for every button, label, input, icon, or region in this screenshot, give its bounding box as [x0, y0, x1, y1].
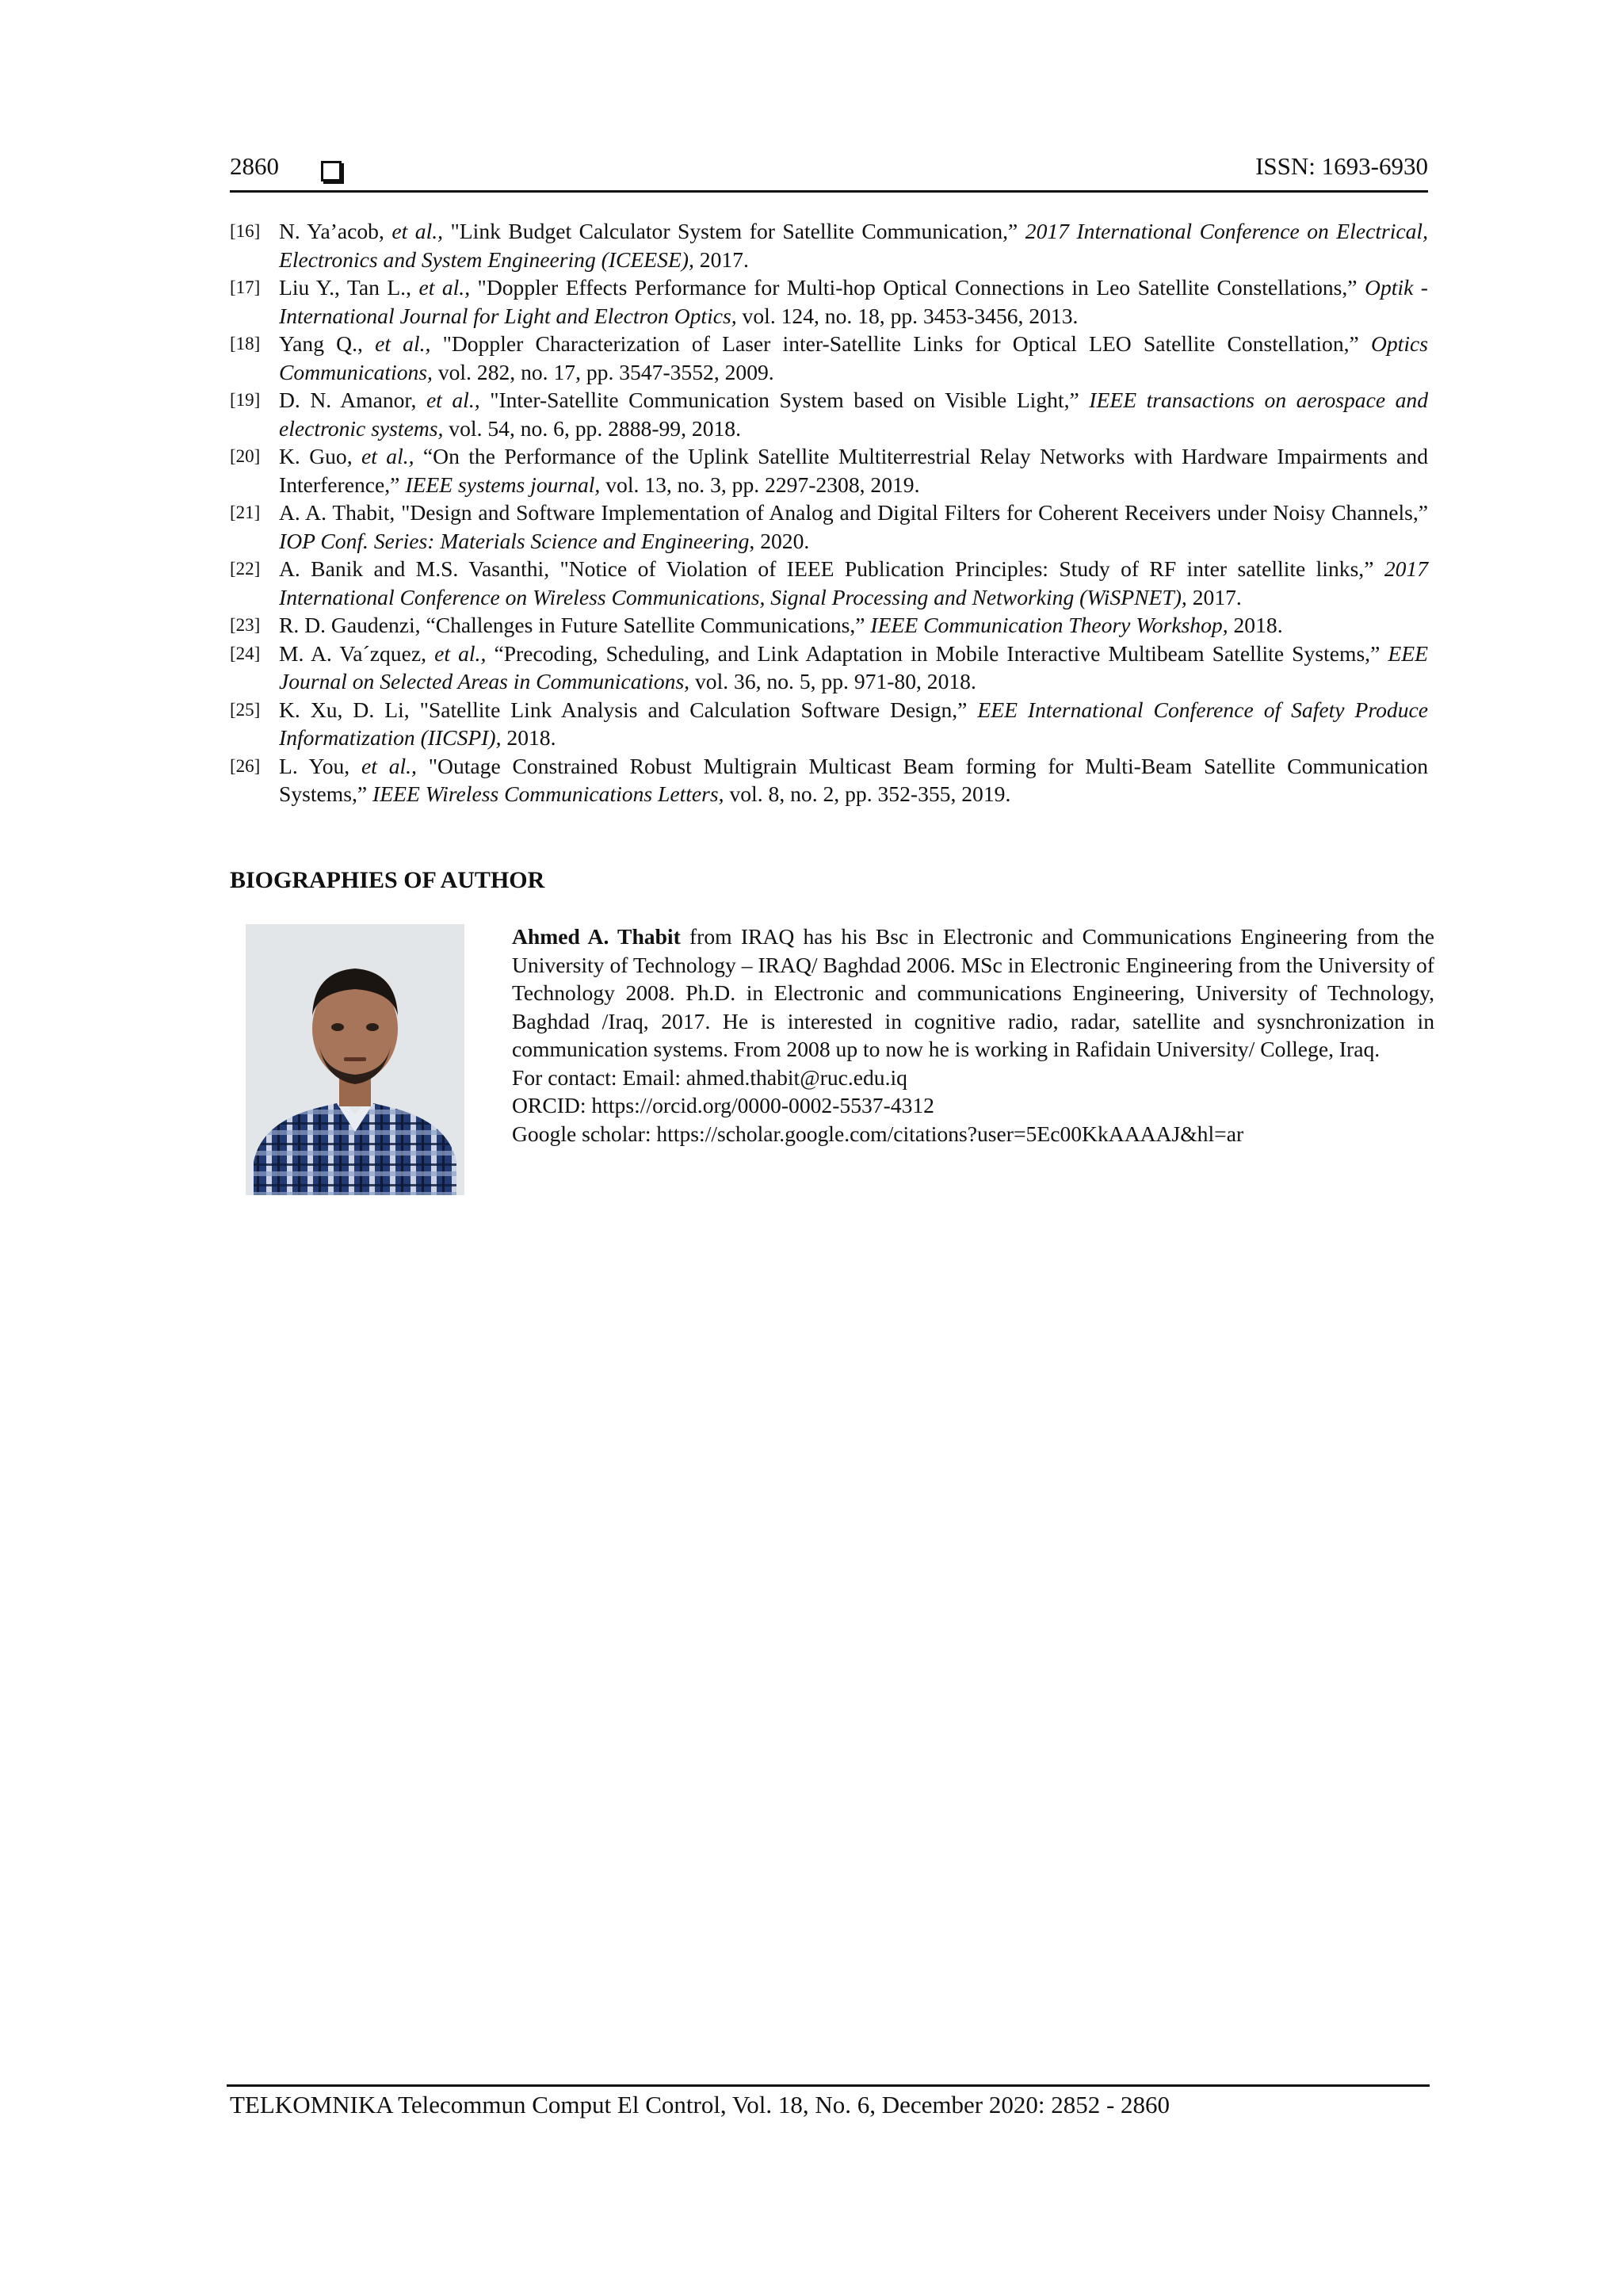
reference-text: N. Ya’acob,: [279, 219, 392, 243]
reference-venue: et al.,: [375, 331, 431, 356]
reference-number: [21]: [230, 502, 261, 522]
reference-venue: EEE International Conference of Safety Produce Informatization (IICSPI),: [279, 697, 1428, 750]
reference-item: [230, 273, 1428, 330]
reference-venue: EEE Journal on Selected Areas in Communications,: [279, 640, 1428, 693]
reference-venue: et al.,: [361, 444, 414, 468]
author-bio-paragraph: [512, 924, 1434, 1061]
reference-item: [230, 555, 1428, 611]
reference-item: [230, 217, 1428, 273]
reference-text: vol. 8, no. 2, pp. 352-355, 2019.: [724, 781, 1011, 806]
reference-venue: IEEE transactions on aerospace and electronic systems,: [279, 388, 1428, 441]
footer-rule: [227, 2084, 1430, 2087]
reference-text: vol. 54, no. 6, pp. 2888-99, 2018.: [443, 415, 741, 441]
reference-text: "Doppler Characterization of Laser inter-Satellite Links for Optical LEO Satellite Constellation,”: [430, 331, 1371, 356]
reference-text: "Outage Constrained Robust Multigrain Multicast Beam forming for Multi-Beam Satellite Communication Systems,”: [279, 753, 1428, 806]
reference-number: [23]: [230, 615, 261, 635]
orcid-label: ORCID:: [512, 1093, 586, 1117]
reference-number: [20]: [230, 446, 261, 466]
reference-item: [230, 752, 1428, 808]
reference-text: vol. 13, no. 3, pp. 2297-2308, 2019.: [600, 472, 920, 497]
reference-venue: IEEE Wireless Communications Letters,: [372, 781, 724, 806]
reference-number: [18]: [230, 334, 261, 353]
reference-venue: et al.,: [426, 388, 480, 412]
reference-text: "Link Budget Calculator System for Satellite Communication,”: [443, 219, 1025, 243]
reference-number: [16]: [230, 221, 261, 241]
reference-text: D. N. Amanor,: [279, 388, 426, 412]
reference-venue: Optics Communications,: [279, 331, 1428, 384]
orcid-link[interactable]: https://orcid.org/0000-0002-5537-4312: [586, 1093, 934, 1117]
reference-text: R. D. Gaudenzi, “Challenges in Future Satellite Communications,”: [279, 613, 871, 637]
reference-venue: IEEE systems journal,: [405, 472, 601, 497]
author-photo: [246, 924, 464, 1195]
reference-text: vol. 124, no. 18, pp. 3453-3456, 2013.: [736, 303, 1079, 328]
reference-item: [230, 442, 1428, 499]
page-number: 2860: [230, 152, 279, 180]
author-orcid: [512, 1091, 1434, 1120]
author-biography: [512, 923, 1434, 1148]
header-rule: [230, 190, 1428, 193]
reference-text: "Doppler Effects Performance for Multi-hop Optical Connections in Leo Satellite Constellations,”: [470, 275, 1365, 300]
author-contact: For contact: Email: ahmed.thabit@ruc.edu.iq: [512, 1064, 907, 1090]
reference-text: L. You,: [279, 753, 361, 778]
reference-text: K. Xu, D. Li, "Satellite Link Analysis and Calculation Software Design,”: [279, 697, 978, 722]
reference-item: [230, 499, 1428, 555]
reference-text: M. A. Va´zquez,: [279, 640, 435, 666]
reference-text: vol. 36, no. 5, pp. 971-80, 2018.: [689, 669, 976, 693]
reference-venue: 2017 International Conference on Electrical, Electronics and System Engineering (ICEESE),: [279, 219, 1428, 272]
reference-item: [230, 386, 1428, 442]
reference-number: [25]: [230, 699, 261, 720]
reference-text: A. A. Thabit, "Design and Software Implementation of Analog and Digital Filters for Coherent Receivers under Noisy Channels,”: [279, 500, 1428, 525]
square-bullet-icon: [321, 161, 342, 181]
reference-number: [17]: [230, 277, 261, 297]
reference-item: [230, 640, 1428, 696]
reference-text: K. Guo,: [279, 444, 361, 468]
reference-venue: et al.,: [418, 275, 471, 300]
reference-text: vol. 282, no. 17, pp. 3547-3552, 2009.: [432, 359, 774, 384]
reference-text: , 2020.: [749, 528, 810, 553]
reference-venue: et al.,: [391, 219, 444, 243]
reference-text: Yang Q.,: [279, 331, 376, 356]
reference-venue: et al.,: [361, 753, 417, 778]
page-footer: TELKOMNIKA Telecommun Comput El Control, Vol. 18, No. 6, December 2020: 2852 - 2860: [230, 2091, 1170, 2118]
issn-label: ISSN: 1693-6930: [1255, 152, 1428, 180]
reference-text: “Precoding, Scheduling, and Link Adaptation in Mobile Interactive Multibeam Satellite Systems,”: [486, 640, 1388, 666]
biographies-heading: BIOGRAPHIES OF AUTHOR: [230, 867, 545, 893]
reference-number: [26]: [230, 755, 261, 776]
reference-list: [230, 217, 1428, 808]
reference-text: “On the Performance of the Uplink Satellite Multiterrestrial Relay Networks with Hardware Impairments and Interference,”: [279, 444, 1428, 497]
author-bio-text: from IRAQ has his Bsc in Electronic and Communications Engineering from the University of Technology – IRAQ/ Baghdad 2006. MSc in Electronic Engineering from the University of Technology 2008. Ph.D. in Electronic and communications Engineering, University of Technology, Baghdad /Iraq, 2017. He is interested in cognitive radio, radar, satellite and sysnchronization in communication systems. From 2008 up to now he is working in Rafidain University/ College, Iraq.: [512, 924, 1434, 1061]
reference-number: [22]: [230, 559, 261, 579]
page-header: [230, 152, 1428, 192]
reference-number: [19]: [230, 390, 261, 410]
reference-item: [230, 696, 1428, 752]
reference-venue: 2017 International Conference on Wireless Communications, Signal Processing and Networking (WiSPNET),: [279, 556, 1428, 609]
reference-venue: et al.,: [434, 640, 487, 666]
reference-item: [230, 330, 1428, 386]
reference-venue: IEEE Communication Theory Workshop,: [870, 613, 1228, 637]
reference-text: Liu Y., Tan L.,: [279, 275, 419, 300]
reference-venue: IOP Conf. Series: Materials Science and Engineering: [279, 528, 750, 553]
reference-text: 2017.: [693, 246, 749, 272]
reference-text: 2017.: [1186, 584, 1242, 609]
reference-text: "Inter-Satellite Communication System based on Visible Light,”: [479, 388, 1090, 412]
reference-text: 2018.: [1228, 613, 1283, 637]
reference-number: [24]: [230, 643, 261, 663]
reference-text: A. Banik and M.S. Vasanthi, "Notice of Violation of IEEE Publication Principles: Study of RF inter satellite links,”: [279, 556, 1384, 581]
author-scholar[interactable]: Google scholar: https://scholar.google.com/citations?user=5Ec00KkAAAAJ&hl=ar: [512, 1121, 1244, 1146]
reference-text: 2018.: [501, 725, 556, 750]
author-name: Ahmed A. Thabit: [512, 924, 681, 949]
reference-item: [230, 611, 1428, 640]
reference-venue: Optik - International Journal for Light and Electron Optics,: [279, 275, 1428, 328]
